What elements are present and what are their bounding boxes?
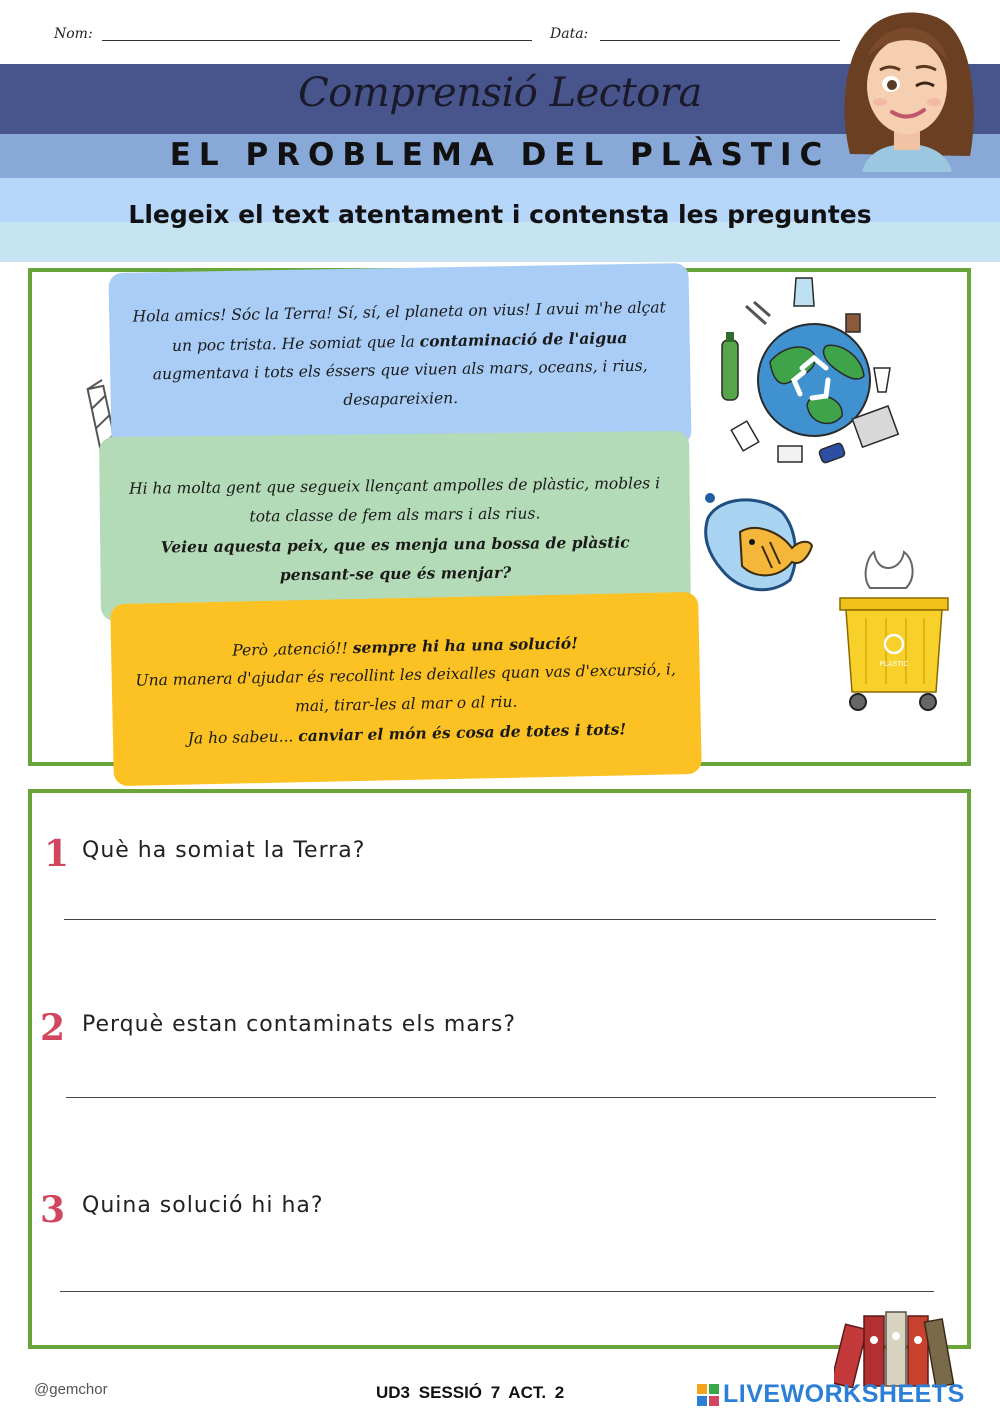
logo-text: LIVEWORKSHEETS bbox=[723, 1380, 965, 1408]
intro-line-1: Hola amics! Sóc la Terra! Sí, sí, el planeta on vius! I avui m'he alçat bbox=[132, 298, 666, 326]
solution-line-2: Una manera d'ajudar és recollint les deixalles quan vas d'excursió, i, bbox=[135, 660, 677, 690]
plastic-line-2: tota classe de fem als mars i als rius. bbox=[249, 504, 541, 526]
solution-bubble bbox=[110, 592, 702, 786]
fish-eating-bag-icon bbox=[700, 488, 820, 604]
liveworksheets-logo[interactable] bbox=[697, 1380, 997, 1410]
intro-line-3: augmentava i tots els éssers que viuen als mars, oceans, i rius, bbox=[152, 356, 648, 384]
highlight-solution: sempre hi ha una solució! bbox=[352, 633, 579, 658]
question-2-number: 2 bbox=[40, 1007, 66, 1049]
question-1-text: Què ha somiat la Terra? bbox=[82, 838, 366, 863]
name-field[interactable] bbox=[102, 40, 532, 41]
plastic-line-4: pensant-se que és menjar? bbox=[279, 562, 512, 585]
question-1-number: 1 bbox=[44, 833, 70, 875]
instructions-text: Llegeix el text atentament i contensta les preguntes bbox=[128, 200, 872, 229]
question-3-text: Quina solució hi ha? bbox=[82, 1193, 324, 1218]
logo-grid-icon bbox=[697, 1384, 719, 1406]
page-subtitle: EL PROBLEMA DEL PLÀSTIC bbox=[169, 137, 831, 173]
plastic-line-3: Veieu aquesta peix, que es menja una bossa de plàstic bbox=[160, 532, 630, 557]
polluted-earth-icon bbox=[716, 276, 912, 476]
answer-3-field[interactable] bbox=[60, 1291, 934, 1292]
teacher-avatar bbox=[832, 4, 982, 172]
bin-label: PLÀSTIC bbox=[879, 660, 909, 668]
intro-line-2: un poc trista. He somiat que la contaminació de l'aigua bbox=[171, 328, 628, 355]
solution-line-1: Però ,atenció!! sempre hi ha una solució! bbox=[232, 633, 579, 660]
author-credit: @gemchor bbox=[34, 1381, 108, 1398]
plastic-bin-icon bbox=[836, 548, 952, 714]
plastic-bubble bbox=[99, 431, 691, 621]
highlight-change-world: canviar el món és cosa de totes i tots! bbox=[298, 719, 627, 746]
session-label: UD3 SESSIÓ 7 ACT. 2 bbox=[376, 1383, 565, 1402]
page-title: Comprensió Lectora bbox=[298, 70, 702, 116]
solution-line-4: Ja ho sabeu... canviar el món és cosa de totes i tots! bbox=[187, 719, 627, 748]
date-label: Data: bbox=[550, 26, 589, 42]
question-2-text: Perquè estan contaminats els mars? bbox=[82, 1012, 517, 1037]
plastic-line-1: Hi ha molta gent que segueix llençant ampolles de plàstic, mobles i bbox=[128, 474, 661, 498]
solution-line-3: mai, tirar-les al mar o al riu. bbox=[294, 692, 518, 716]
books-icon bbox=[834, 1306, 970, 1388]
question-3-number: 3 bbox=[40, 1189, 66, 1231]
answer-1-field[interactable] bbox=[64, 919, 936, 920]
highlight-water-pollution: contaminació de l'aigua bbox=[419, 328, 628, 351]
intro-line-4: desapareixien. bbox=[343, 388, 459, 409]
answer-2-field[interactable] bbox=[66, 1097, 936, 1098]
name-label: Nom: bbox=[54, 26, 93, 42]
questions-frame bbox=[28, 789, 971, 1349]
intro-bubble bbox=[108, 263, 691, 455]
date-field[interactable] bbox=[600, 40, 840, 41]
